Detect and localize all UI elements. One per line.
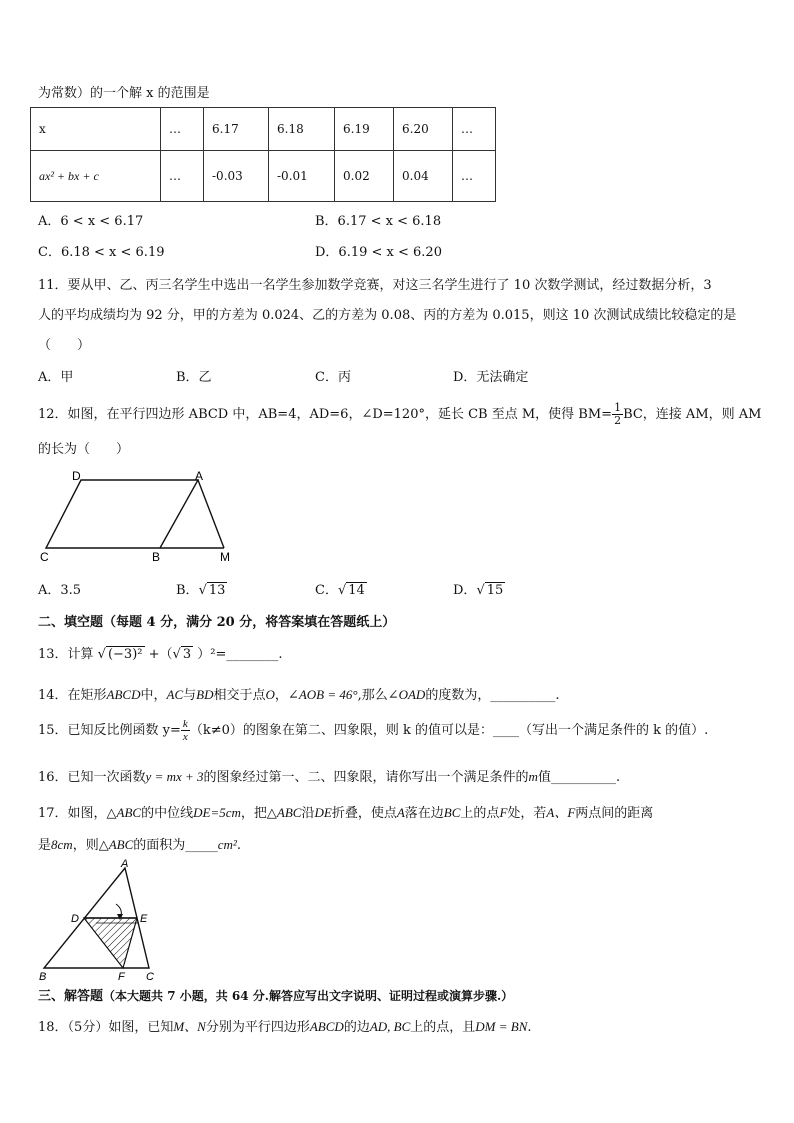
radicand: 14 [348,583,365,598]
label-a: A [195,469,204,483]
fraction-denominator: 2 [614,414,622,427]
section-2-heading: 二、填空题（每题 4 分，满分 20 分，将答案填在答题纸上） [38,615,396,630]
q12-option-c: C．√ 14 [315,583,365,598]
q11-line2: 人的平均成绩均为 92 分，甲的方差为 0.024、乙的方差为 0.08、丙的方差为 0.015，则这 10 次测试成绩比较稳定的是 [38,308,737,323]
parallelogram-abcd [46,480,198,548]
table-cell: 0.02 [335,151,394,202]
q10-option-b: B．6.17 < x < 6.18 [315,214,442,229]
label-a: A [121,858,129,870]
label-b: B [39,971,47,982]
fraction-numerator: 1 [614,401,622,414]
table-cell: x [31,108,161,151]
table-cell: 6.17 [204,108,269,151]
q10-intro: 为常数）的一个解 x 的范围是 [38,86,210,101]
q12-text-post: BC，连接 AM，则 AM [623,407,762,422]
q11-option-c: C．丙 [315,370,351,385]
radicand: 13 [208,583,226,598]
q10-option-c: C．6.18 < x < 6.19 [38,245,165,260]
triangle-fold-figure [36,856,166,982]
q12-option-a: A．3.5 [38,583,82,598]
label-d: D [71,913,79,925]
label-b: B [152,550,161,564]
q11-option-b: B．乙 [176,370,212,385]
label-c: C [40,550,49,564]
table-cell: … [161,108,204,151]
q11-option-a: A．甲 [38,370,74,385]
table-cell: -0.01 [269,151,335,202]
q13-line: 13．计算 √ (−3)² +（√ 3 ）²=________. [38,647,283,662]
q10-option-d: D．6.19 < x < 6.20 [315,245,442,260]
section-3-heading: 三、解答题（本大题共 7 小题，共 64 分.解答应写出文字说明、证明过程或演算步骤.） [38,989,514,1004]
table-cell: … [161,151,204,202]
q12-line1 [38,402,761,427]
label-d: D [72,469,81,483]
q18-line: 18．（5分）如图，已知M、N分别为平行四边形ABCD的边AD, BC上的点，且DM = BN. [38,1019,532,1035]
fraction-k-over-x: $\frac{k}{x}$ [182,718,188,743]
table-cell: 0.04 [394,151,453,202]
table-cell: -0.03 [204,151,269,202]
q11-line1: 11．要从甲、乙、丙三名学生中选出一名学生参加数学竞赛，对这三名学生进行了 10 次数学测试，经过数据分析，3 [38,278,712,293]
q15-line: 15．已知反比例函数 y= $\frac{k}{x}$ （k≠0）的图象在第二、四象限，则 k 的值可以是：____（写出一个满足条件的 k 的值）. [38,718,709,743]
q16-line: 16．已知一次函数y = mx + 3的图象经过第一、二、四象限，请你写出一个满足条件的m值__________. [38,769,621,785]
label-f: F [118,971,125,982]
q17-line1: 17．如图，△ABC的中位线DE=5cm，把△ABC沿DE折叠，使点A落在边BC上的点F处，若A、F两点间的距离 [38,805,654,821]
label-c: C [146,971,154,982]
label-e: E [140,913,148,925]
segment-am [198,480,224,548]
q12-text-pre: 12．如图，在平行四边形 ABCD 中，AB=4，AD=6，∠D=120°，延长 CB 至点 M，使得 BM= [38,407,613,422]
radicand: (−3)² [107,647,143,662]
q12-line2: 的长为（ ） [38,442,130,457]
q12-option-d: D．√ 15 [453,583,504,598]
q12-option-b: B．√ 13 [176,583,226,598]
radicand: 3 [182,647,192,662]
q11-option-d: D．无法确定 [453,370,529,385]
table-cell: … [453,151,496,202]
label-m: M [220,550,230,564]
q10-option-a: A．6 < x < 6.17 [38,214,144,229]
folded-triangle-def [84,918,137,968]
parallelogram-figure [38,466,238,566]
q17-line2: 是8cm，则△ABC的面积为_____cm². [38,837,241,853]
q14-line: 14．在矩形ABCD中，AC与BD相交于点O，∠AOB = 46°,那么∠OAD的度数为，__________. [38,687,560,703]
table-cell: 6.18 [269,108,335,151]
fraction-one-half [612,402,623,427]
table-cell: … [453,108,496,151]
table-cell-expression: ax² + bx + c [31,151,161,202]
q11-line3: （ ） [38,338,91,353]
radicand: 15 [486,583,504,598]
value-table [30,107,496,202]
table-cell: 6.20 [394,108,453,151]
table-cell: 6.19 [335,108,394,151]
